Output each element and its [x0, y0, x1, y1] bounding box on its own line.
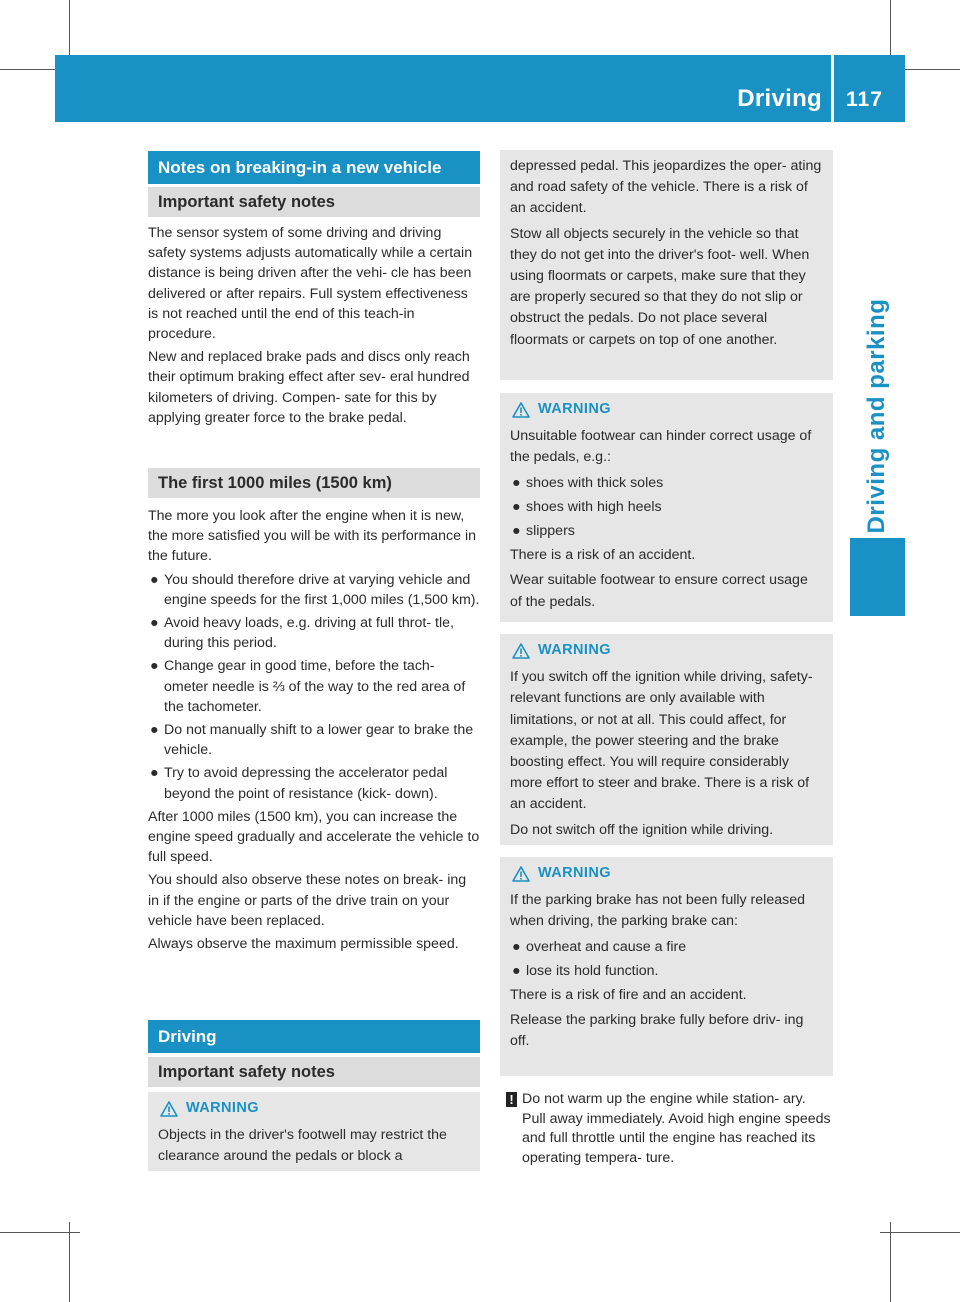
warning-title: WARNING	[186, 1100, 259, 1116]
paragraph: New and replaced brake pads and discs only reach their optimum braking effect after sev- eral hundred kilometers of driving. Compen- sate for this by applying greater force to the brake pedal.	[148, 349, 470, 426]
chapter-side-label: Driving and parking	[863, 298, 890, 534]
list-item: ● Do not manually shift to a lower gear to brake the vehicle.	[150, 722, 474, 759]
subheading-safety-notes: Important safety notes	[148, 187, 480, 217]
list-item: ● Try to avoid depressing the accelerator pedal beyond the point of resistance (kick- down).	[150, 765, 448, 802]
warning-box	[500, 393, 833, 622]
list-item: ● lose its hold function.	[510, 961, 823, 982]
paragraph: Wear suitable footwear to ensure correct usage of the pedals.	[510, 572, 808, 610]
header-section-title: Driving	[737, 85, 822, 112]
bullet-icon: ●	[150, 571, 159, 588]
warning-header	[510, 640, 823, 661]
bullet-icon: ●	[512, 498, 521, 515]
paragraph: If you switch off the ignition while driving, safety-relevant functions are only available with limitations, or not at all. This could affect, for example, the power steering and the brake boosting effect. You will require considerably more effort to steer and brake. There is a risk of an accident.	[510, 669, 813, 813]
paragraph: Always observe the maximum permissible speed.	[148, 936, 459, 953]
paragraph: After 1000 miles (1500 km), you can increase the engine speed gradually and accelerate the vehicle to full speed.	[148, 808, 480, 866]
warning-triangle-icon	[512, 643, 530, 659]
warning-box	[500, 634, 833, 845]
bullet-icon: ●	[150, 615, 159, 632]
safety-notes-text	[148, 223, 480, 431]
bullet-icon: ●	[512, 962, 521, 979]
crop-mark	[0, 1232, 80, 1233]
paragraph: Objects in the driver's footwell may restrict the clearance around the pedals or block a	[158, 1127, 447, 1165]
first-miles-text	[148, 506, 480, 957]
warning-header	[510, 399, 823, 420]
subheading-first-miles: The first 1000 miles (1500 km)	[148, 468, 480, 498]
warning-title: WARNING	[538, 865, 611, 881]
crop-mark	[880, 1232, 960, 1233]
paragraph: Do not switch off the ignition while driving.	[510, 821, 774, 838]
bullet-icon: ●	[512, 523, 521, 540]
paragraph: There is a risk of an accident.	[510, 547, 696, 564]
note-text: Do not warm up the engine while station- ary. Pull away immediately. Avoid high engine speeds and full throttle until the engine has reached its operating tempera- ture.	[522, 1091, 831, 1166]
paragraph: Release the parking brake fully before driv- ing off.	[510, 1012, 804, 1050]
warning-title: WARNING	[538, 401, 611, 417]
list-item: ● You should therefore drive at varying vehicle and engine speeds for the first 1,000 miles (1,500 km).	[150, 571, 480, 608]
subheading-driving-safety: Important safety notes	[148, 1057, 480, 1087]
warning-triangle-icon	[160, 1101, 178, 1117]
warning-triangle-icon	[512, 402, 530, 418]
paragraph: You should also observe these notes on break- ing in if the engine or parts of the drive train on your vehicle have been replaced.	[148, 872, 467, 929]
list-item: ● shoes with thick soles	[510, 473, 823, 494]
paragraph: depressed pedal. This jeopardizes the oper- ating and road safety of the vehicle. There is a risk of an accident.	[510, 158, 822, 217]
paragraph: Unsuitable footwear can hinder correct usage of the pedals, e.g.:	[510, 428, 812, 466]
chapter-marker-block	[850, 538, 905, 616]
paragraph: Stow all objects securely in the vehicle so that they do not get into the driver's foot- well. When using floormats or carpets, make sure that they are properly secured so that they do not slip or obstruct the pedals. Do not place several floormats or carpets on top of one another.	[510, 225, 810, 348]
warning-header	[510, 863, 823, 884]
list-item: ● slippers	[510, 521, 823, 542]
bullet-icon: ●	[512, 938, 521, 955]
section-heading-driving: Driving	[148, 1020, 480, 1053]
warning-header	[158, 1098, 470, 1119]
bullet-icon: ●	[150, 765, 159, 782]
paragraph: The more you look after the engine when it is new, the more satisfied you will be with its performance in the future.	[148, 508, 477, 565]
exclamation-icon: !	[506, 1092, 517, 1107]
paragraph: If the parking brake has not been fully released when driving, the parking brake can:	[510, 892, 805, 930]
crop-mark	[69, 1222, 70, 1302]
warning-box	[500, 857, 833, 1076]
warning-title: WARNING	[538, 642, 611, 658]
warning-triangle-icon	[512, 866, 530, 882]
warning-box-continued	[500, 150, 833, 380]
paragraph: There is a risk of fire and an accident.	[510, 987, 747, 1004]
list-item: ● Change gear in good time, before the tach- ometer needle is ⅔ of the way to the red area of the tachometer.	[150, 658, 466, 715]
bullet-icon: ●	[150, 658, 159, 675]
list-item: ● shoes with high heels	[510, 497, 823, 518]
bullet-icon: ●	[512, 474, 521, 491]
note-block	[500, 1090, 833, 1168]
bullet-icon: ●	[150, 722, 159, 739]
header-separator	[831, 55, 834, 122]
warning-box	[148, 1092, 480, 1171]
paragraph: The sensor system of some driving and driving safety systems adjusts automatically while a certain distance is being driven after the vehi- cle has been delivered or after repairs. Full system effectiveness is not reached until the end of this teach-in procedure.	[148, 225, 473, 343]
list-item: ● Avoid heavy loads, e.g. driving at full throt- tle, during this period.	[150, 615, 454, 652]
page-number: 117	[846, 88, 883, 111]
crop-mark	[890, 1222, 891, 1302]
section-heading-breakin: Notes on breaking-in a new vehicle	[148, 151, 480, 184]
list-item: ● overheat and cause a fire	[510, 937, 823, 958]
